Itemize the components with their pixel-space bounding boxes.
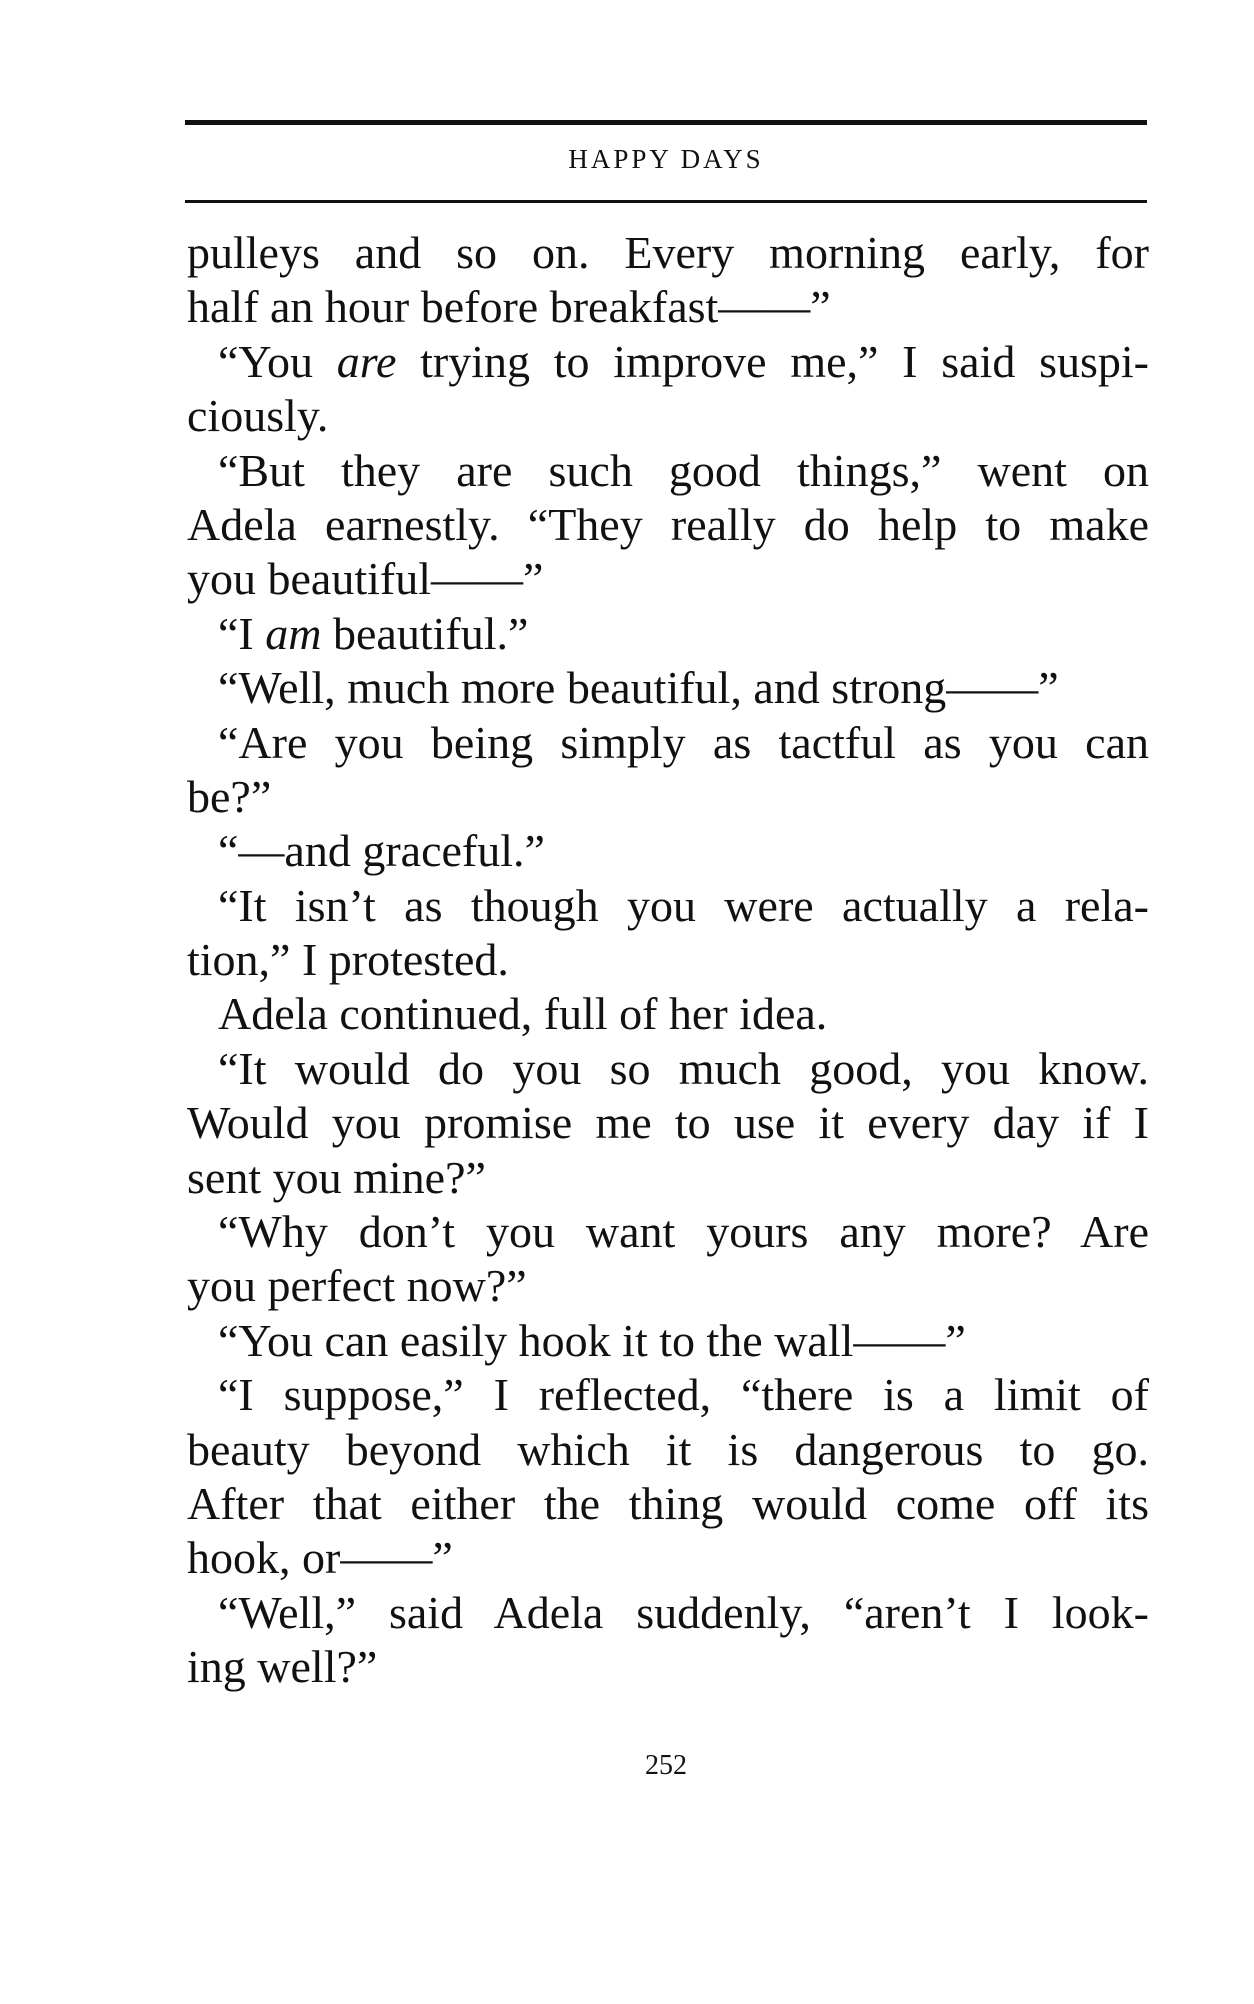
text-line: you beautiful——” [187,553,544,605]
text-line: “You can easily hook it to the wall——” [218,1314,966,1366]
text-line: Would you promise me to use it every day if I [187,1097,1149,1149]
text-line: beauty beyond which it is dangerous to go. [187,1423,1149,1475]
text-line: “You are trying to improve me,” I said suspi- [218,335,1149,387]
text-line: “Well, much more beautiful, and strong——” [218,662,1059,714]
text-line: “Why don’t you want yours any more? Are [218,1206,1149,1258]
text-line: ing well?” [187,1641,378,1693]
text-line: sent you mine?” [187,1151,486,1203]
text-line: “But they are such good things,” went on [218,444,1149,496]
body-text [187,226,1149,1695]
emphasis: are [336,335,397,387]
text-line: hook, or——” [187,1532,453,1584]
text-line: ciously. [187,390,329,442]
text-line: “I suppose,” I reflected, “there is a limit of [218,1369,1149,1421]
header-rule-top [185,120,1147,125]
header-rule-bottom [185,200,1147,203]
text-line: “I am beautiful.” [218,607,529,659]
text-line: tion,” I protested. [187,934,509,986]
text-line: “It would do you so much good, you know. [218,1042,1149,1094]
text-line: “It isn’t as though you were actually a rela- [218,879,1149,931]
text-line: After that either the thing would come off its [187,1477,1149,1529]
page-number: 252 [645,1750,687,1781]
text-line: you perfect now?” [187,1260,527,1312]
text-line: be?” [187,770,272,822]
text-line: “Are you being simply as tactful as you can [218,716,1149,768]
text-line: pulleys and so on. Every morning early, for [187,227,1149,278]
emphasis: am [265,607,322,659]
running-head: HAPPY DAYS [568,144,764,174]
text-line: Adela earnestly. “They really do help to make [187,498,1149,550]
text-line: “Well,” said Adela suddenly, “aren’t I look- [218,1586,1149,1638]
text-line: Adela continued, full of her idea. [218,988,828,1040]
text-line: “—and graceful.” [218,825,545,877]
text-line: half an hour before breakfast——” [187,281,831,333]
